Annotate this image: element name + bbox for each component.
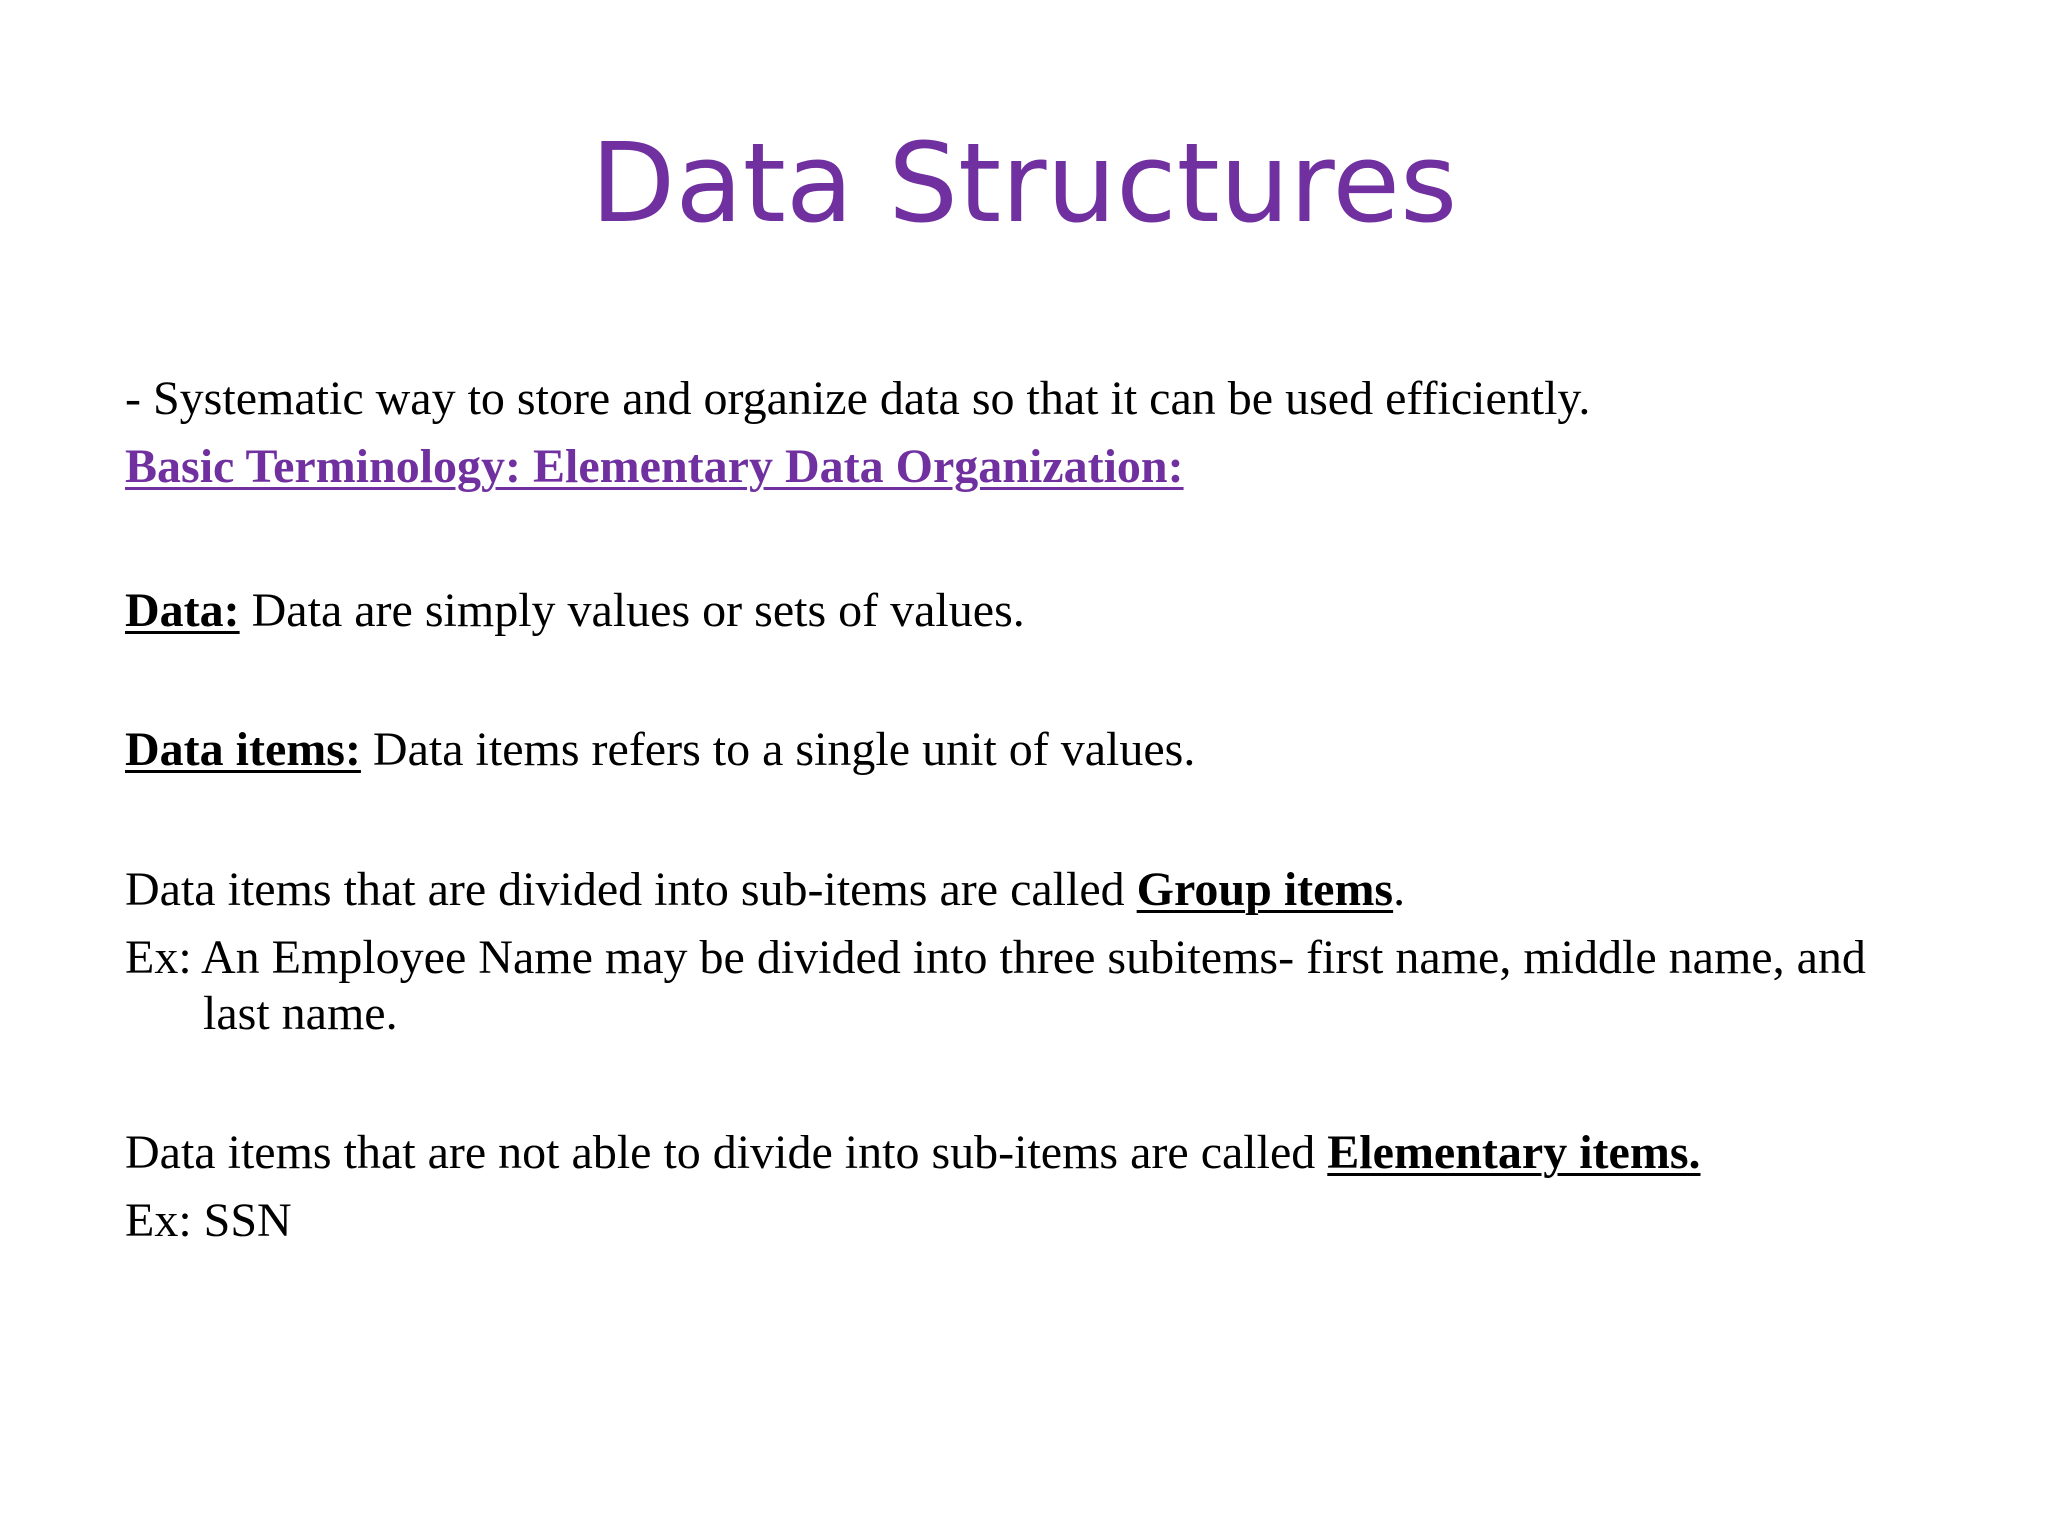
group-items-suffix: . xyxy=(1393,863,1406,916)
elementary-items-text: Data items that are not able to divide into sub-items are called xyxy=(125,1126,1328,1180)
elementary-items-definition xyxy=(125,1126,1985,1180)
group-items-term: Group items xyxy=(1136,863,1394,916)
data-definition-text: Data are simply values or sets of values. xyxy=(239,583,1025,637)
data-items-term: Data items: xyxy=(125,723,361,777)
slide-title: Data Structures xyxy=(590,119,1458,247)
elementary-items-term: Elementary items. xyxy=(1327,1126,1701,1180)
group-example-line-1: Ex: An Employee Name may be divided into three subitems- first name, middle name, and xyxy=(125,930,1866,984)
subheading: Basic Terminology: Elementary Data Organization: xyxy=(125,439,1184,493)
slide-body xyxy=(125,372,1985,1248)
data-items-definition xyxy=(125,723,1985,777)
elementary-example: Ex: SSN xyxy=(125,1194,292,1247)
group-items-definition xyxy=(125,863,1985,917)
data-definition xyxy=(125,584,1985,638)
data-items-definition-text: Data items refers to a single unit of values. xyxy=(360,723,1196,777)
data-term: Data: xyxy=(125,583,240,637)
group-example-line-2: last name. xyxy=(203,986,398,1040)
group-items-text: Data items that are divided into sub-items are called xyxy=(125,863,1137,916)
intro-bullet: - Systematic way to store and organize data so that it can be used efficiently. xyxy=(125,372,1591,425)
